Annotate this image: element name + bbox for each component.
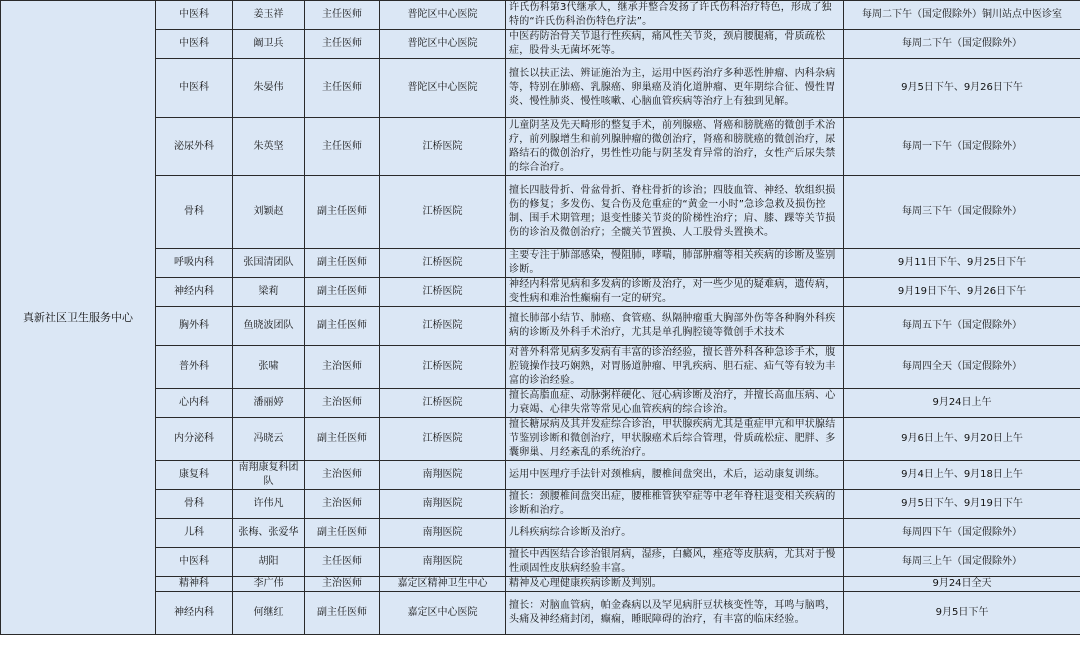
schedule-cell: 每周四全天（国定假除外） xyxy=(844,346,1080,389)
table-row xyxy=(1,59,1080,118)
table-row xyxy=(1,461,1080,490)
hospital-cell: 嘉定区中心医院 xyxy=(380,592,506,635)
doctor-cell: 刘颖赵 xyxy=(233,176,305,249)
table-row xyxy=(1,118,1080,176)
hospital-cell: 江桥医院 xyxy=(380,307,506,346)
schedule-cell: 每周二下午（国定假除外） xyxy=(844,30,1080,59)
schedule-cell: 9月5日下午 xyxy=(844,592,1080,635)
schedule-cell: 9月24日全天 xyxy=(844,577,1080,592)
specialty-cell: 神经内科常见病和多发病的诊断及治疗，对一些少见的疑难病，遗传病，变性病和难治性癫痫有一定的研究。 xyxy=(506,278,844,307)
table-row xyxy=(1,490,1080,519)
table-row xyxy=(1,577,1080,592)
hospital-cell: 普陀区中心医院 xyxy=(380,59,506,118)
department-cell: 中医科 xyxy=(156,59,233,118)
hospital-cell: 南翔医院 xyxy=(380,548,506,577)
department-cell: 精神科 xyxy=(156,577,233,592)
title-cell: 副主任医师 xyxy=(305,418,380,461)
table-row xyxy=(1,389,1080,418)
schedule-cell: 9月6日上午、9月20日上午 xyxy=(844,418,1080,461)
doctor-cell: 阚卫兵 xyxy=(233,30,305,59)
schedule-cell: 9月5日下午、9月26日下午 xyxy=(844,59,1080,118)
doctor-cell: 朱英坚 xyxy=(233,118,305,176)
specialty-cell: 擅长：颈腰椎间盘突出症，腰椎椎管狭窄症等中老年脊柱退变相关疾病的诊断和治疗。 xyxy=(506,490,844,519)
department-cell: 中医科 xyxy=(156,1,233,30)
title-cell: 副主任医师 xyxy=(305,176,380,249)
specialty-cell: 擅长以扶正法、辨证施治为主，运用中医药治疗多种恶性肿瘤、内科杂病等，特别在肺癌、乳腺癌、卵巢癌及消化道肿瘤、更年期综合征、慢性胃炎、慢性肺炎、慢性咳嗽、心脑血管疾病等治疗上有独到见解。 xyxy=(506,59,844,118)
schedule-cell: 每周五下午（国定假除外） xyxy=(844,307,1080,346)
doctor-cell: 梁莉 xyxy=(233,278,305,307)
table-row xyxy=(1,30,1080,59)
department-cell: 中医科 xyxy=(156,548,233,577)
title-cell: 主任医师 xyxy=(305,59,380,118)
title-cell: 主治医师 xyxy=(305,346,380,389)
title-cell: 主治医师 xyxy=(305,577,380,592)
doctor-cell: 姜玉祥 xyxy=(233,1,305,30)
schedule-cell: 9月19日下午、9月26日下午 xyxy=(844,278,1080,307)
hospital-cell: 江桥医院 xyxy=(380,118,506,176)
schedule-cell: 9月11日下午、9月25日下午 xyxy=(844,249,1080,278)
title-cell: 副主任医师 xyxy=(305,278,380,307)
schedule-cell: 每周四下午（国定假除外） xyxy=(844,519,1080,548)
schedule-cell: 每周二下午（国定假除外）铜川站点中医诊室 xyxy=(844,1,1080,30)
specialty-cell: 中医药防治骨关节退行性疾病，痛风性关节炎，颈肩腰腿痛，骨质疏松症，股骨头无菌坏死等。 xyxy=(506,30,844,59)
doctor-cell: 潘丽婷 xyxy=(233,389,305,418)
doctor-cell: 张国清团队 xyxy=(233,249,305,278)
table-row xyxy=(1,519,1080,548)
hospital-cell: 江桥医院 xyxy=(380,176,506,249)
title-cell: 主治医师 xyxy=(305,389,380,418)
title-cell: 副主任医师 xyxy=(305,592,380,635)
title-cell: 主治医师 xyxy=(305,490,380,519)
department-cell: 神经内科 xyxy=(156,278,233,307)
department-cell: 呼吸内科 xyxy=(156,249,233,278)
doctor-cell: 南翔康复科团队 xyxy=(233,461,305,490)
title-cell: 主治医师 xyxy=(305,461,380,490)
doctor-cell: 何继红 xyxy=(233,592,305,635)
department-cell: 胸外科 xyxy=(156,307,233,346)
schedule-cell: 9月24日上午 xyxy=(844,389,1080,418)
specialty-cell: 擅长：对脑血管病，帕金森病以及罕见病肝豆状核变性等，耳鸣与脑鸣，头痛及神经痛封闭，癫痫，睡眠障碍的治疗，有丰富的临床经验。 xyxy=(506,592,844,635)
table-row xyxy=(1,1,1080,30)
specialty-cell: 许氏伤科第3代继承人，继承并整合发扬了许氏伤科治疗特色，形成了独特的“许氏伤科治伤特色疗法”。 xyxy=(506,1,844,30)
table-row xyxy=(1,278,1080,307)
department-cell: 神经内科 xyxy=(156,592,233,635)
specialty-cell: 擅长糖尿病及其并发症综合诊治，甲状腺疾病尤其是重症甲亢和甲状腺结节鉴别诊断和微创治疗，甲状腺癌术后综合管理，骨质疏松症、肥胖、多囊卵巢、月经紊乱的系统治疗。 xyxy=(506,418,844,461)
hospital-cell: 江桥医院 xyxy=(380,346,506,389)
table-row xyxy=(1,176,1080,249)
title-cell: 副主任医师 xyxy=(305,249,380,278)
hospital-cell: 南翔医院 xyxy=(380,519,506,548)
table-row xyxy=(1,418,1080,461)
hospital-cell: 江桥医院 xyxy=(380,278,506,307)
title-cell: 主任医师 xyxy=(305,1,380,30)
doctor-cell: 张梅、张爱华 xyxy=(233,519,305,548)
specialty-cell: 主要专注于肺部感染，慢阻肺，哮喘，肺部肿瘤等相关疾病的诊断及鉴别诊断。 xyxy=(506,249,844,278)
title-cell: 主任医师 xyxy=(305,118,380,176)
schedule-cell: 每周三下午（国定假除外） xyxy=(844,176,1080,249)
hospital-cell: 江桥医院 xyxy=(380,249,506,278)
title-cell: 副主任医师 xyxy=(305,307,380,346)
schedule-cell: 9月4日上午、9月18日上午 xyxy=(844,461,1080,490)
specialty-cell: 擅长高脂血症、动脉粥样硬化、冠心病诊断及治疗，并擅长高血压病、心力衰竭、心律失常等常见心血管疾病的综合诊治。 xyxy=(506,389,844,418)
doctor-cell: 鱼晓波团队 xyxy=(233,307,305,346)
specialty-cell: 儿童阴茎及先天畸形的整复手术，前列腺癌、肾癌和膀胱癌的微创手术治疗，前列腺增生和前列腺肿瘤的微创治疗，肾癌和膀胱癌的微创治疗，尿路结石的微创治疗，男性性功能与阴茎发育异常的治疗，女性产后尿失禁的综合治疗。 xyxy=(506,118,844,176)
specialty-cell: 擅长四肢骨折、骨盆骨折、脊柱骨折的诊治；四肢血管、神经、软组织损伤的修复；多发伤、复合伤及危重症的“黄金一小时”急诊急救及损伤控制、围手术期管理；退变性膝关节炎的阶梯性治疗；肩、膝、踝等关节损伤的诊治及微创治疗；全髋关节置换、人工股骨头置换术。 xyxy=(506,176,844,249)
department-cell: 普外科 xyxy=(156,346,233,389)
doctor-cell: 张啸 xyxy=(233,346,305,389)
department-cell: 内分泌科 xyxy=(156,418,233,461)
department-cell: 骨科 xyxy=(156,490,233,519)
department-cell: 泌尿外科 xyxy=(156,118,233,176)
department-cell: 心内科 xyxy=(156,389,233,418)
title-cell: 主任医师 xyxy=(305,30,380,59)
table-row xyxy=(1,249,1080,278)
title-cell: 副主任医师 xyxy=(305,519,380,548)
hospital-cell: 江桥医院 xyxy=(380,418,506,461)
specialty-cell: 儿科疾病综合诊断及治疗。 xyxy=(506,519,844,548)
specialty-cell: 运用中医理疗手法针对颈椎病，腰椎间盘突出，术后，运动康复训练。 xyxy=(506,461,844,490)
hospital-cell: 普陀区中心医院 xyxy=(380,1,506,30)
doctor-cell: 冯晓云 xyxy=(233,418,305,461)
hospital-cell: 江桥医院 xyxy=(380,389,506,418)
department-cell: 儿科 xyxy=(156,519,233,548)
department-cell: 骨科 xyxy=(156,176,233,249)
organization-cell: 真新社区卫生服务中心 xyxy=(1,1,156,635)
table-row xyxy=(1,307,1080,346)
doctor-cell: 朱晏伟 xyxy=(233,59,305,118)
department-cell: 中医科 xyxy=(156,30,233,59)
table-row xyxy=(1,592,1080,635)
specialty-cell: 擅长中西医结合诊治银屑病，湿疹，白癜风，痤疮等皮肤病，尤其对于慢性顽固性皮肤病经验丰富。 xyxy=(506,548,844,577)
hospital-cell: 嘉定区精神卫生中心 xyxy=(380,577,506,592)
specialty-cell: 擅长肺部小结节、肺癌、食管癌、纵隔肿瘤重大胸部外伤等各种胸外科疾病的诊断及外科手术治疗，尤其是单孔胸腔镜等微创手术技术 xyxy=(506,307,844,346)
specialty-cell: 精神及心理健康疾病诊断及判别。 xyxy=(506,577,844,592)
hospital-cell: 南翔医院 xyxy=(380,490,506,519)
title-cell: 主任医师 xyxy=(305,548,380,577)
schedule-cell: 每周一下午（国定假除外） xyxy=(844,118,1080,176)
table-row xyxy=(1,548,1080,577)
department-cell: 康复科 xyxy=(156,461,233,490)
specialty-cell: 对普外科常见病多发病有丰富的诊治经验，擅长普外科各种急诊手术，腹腔镜操作技巧娴熟，对胃肠道肿瘤、甲乳疾病、胆石症、疝气等有较为丰富的诊治经验。 xyxy=(506,346,844,389)
schedule-cell: 9月5日下午、9月19日下午 xyxy=(844,490,1080,519)
doctor-cell: 许伟凡 xyxy=(233,490,305,519)
doctor-cell: 胡阳 xyxy=(233,548,305,577)
table-row xyxy=(1,346,1080,389)
hospital-cell: 南翔医院 xyxy=(380,461,506,490)
schedule-cell: 每周三上午（国定假除外） xyxy=(844,548,1080,577)
hospital-cell: 普陀区中心医院 xyxy=(380,30,506,59)
doctor-cell: 李广伟 xyxy=(233,577,305,592)
